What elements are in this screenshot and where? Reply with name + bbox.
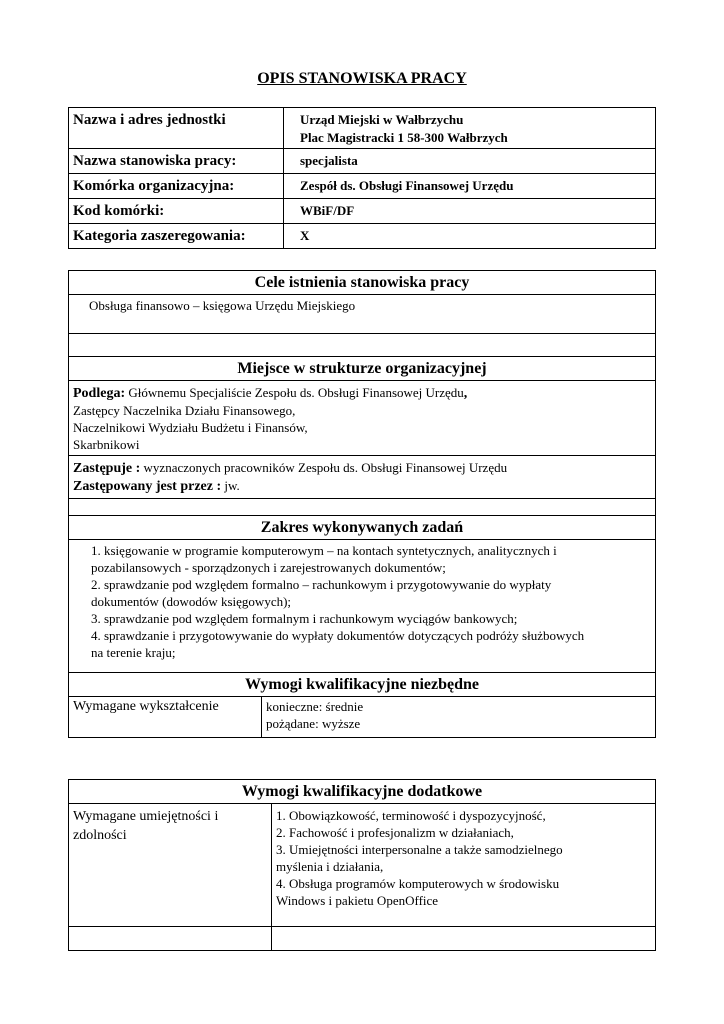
zakres-line: 1. księgowanie w programie komputerowym – na kontach syntetycznych, analitycznych i — [91, 543, 557, 558]
info-value: Zespół ds. Obsługi Finansowej Urzędu — [284, 174, 656, 199]
zakres-row — [69, 540, 656, 673]
info-label: Kod komórki: — [69, 199, 284, 224]
dodatkowe-label — [69, 804, 272, 927]
podlega-text: Głównemu Specjaliście Zespołu ds. Obsługi Finansowej Urzędu — [128, 385, 464, 400]
info-value: WBiF/DF — [284, 199, 656, 224]
niezbedne-header: Wymogi kwalifikacyjne niezbędne — [69, 673, 656, 697]
section-header-row — [69, 271, 656, 295]
zastepuje-line — [73, 459, 651, 477]
zastepstwo-cell — [69, 456, 656, 499]
dodatkowe-value — [272, 804, 656, 927]
blank-row — [69, 927, 656, 951]
dodatkowe-label-line: zdolności — [73, 828, 127, 843]
zakres-line: dokumentów (dowodów księgowych); — [91, 594, 292, 609]
info-row-unit-org — [69, 174, 656, 199]
podlega-line: Skarbnikowi — [73, 437, 140, 452]
dodatkowe-line: myślenia i działania, — [276, 859, 384, 874]
dodatkowe-line: 2. Fachowość i profesjonalizm w działaniach, — [276, 825, 514, 840]
podlega-cell — [69, 381, 656, 456]
zakres-line: 4. sprawdzanie i przygotowywanie do wypłaty dokumentów dotyczących podróży służbowych — [91, 628, 585, 643]
podlega-line: Zastępcy Naczelnika Działu Finansowego, — [73, 403, 296, 418]
dodatkowe-line: 4. Obsługa programów komputerowych w środowisku — [276, 876, 560, 891]
description-table — [68, 270, 656, 738]
info-label: Nazwa i adres jednostki — [69, 108, 284, 149]
info-value: X — [284, 224, 656, 249]
zakres-line: 2. sprawdzanie pod względem formalno – rachunkowym i przygotowywanie do wypłaty — [91, 577, 552, 592]
zakres-line: 3. sprawdzanie pod względem formalnym i rachunkowym wyciągów bankowych; — [91, 611, 518, 626]
zastepowany-text: jw. — [224, 478, 240, 493]
dodatkowe-label-line: Wymagane umiejętności i — [73, 809, 219, 824]
info-table — [68, 107, 656, 249]
niezbedne-inner — [69, 697, 655, 737]
zastepuje-label: Zastępuje : — [73, 461, 141, 476]
niezbedne-line: pożądane: wyższe — [266, 716, 361, 731]
info-row-unit — [69, 108, 656, 149]
zastepuje-text: wyznaczonych pracowników Zespołu ds. Obsługi Finansowej Urzędu — [143, 460, 508, 475]
podlega-line: Naczelnikowi Wydziału Budżetu i Finansów, — [73, 420, 308, 435]
niezbedne-label: Wymagane wykształcenie — [69, 697, 262, 737]
page-title: OPIS STANOWISKA PRACY — [257, 70, 467, 87]
podlega-label: Podlega: — [73, 386, 126, 401]
info-value: specjalista — [284, 149, 656, 174]
podlega-comma: , — [463, 386, 468, 401]
podlega-row — [69, 381, 656, 456]
zakres-header: Zakres wykonywanych zadań — [69, 516, 656, 540]
niezbedne-row — [69, 697, 656, 738]
info-row-position — [69, 149, 656, 174]
section-header-row — [69, 780, 656, 804]
cele-row — [69, 295, 656, 334]
info-value-line: Plac Magistracki 1 58-300 Wałbrzych — [300, 130, 508, 145]
info-value-line: Urząd Miejski w Wałbrzychu — [300, 112, 464, 127]
zastepowany-label: Zastępowany jest przez : — [73, 479, 222, 494]
zastepowany-line — [73, 477, 651, 495]
info-label: Komórka organizacyjna: — [69, 174, 284, 199]
niezbedne-line: konieczne: średnie — [266, 699, 364, 714]
section-header-row — [69, 673, 656, 697]
dodatkowe-line: 3. Umiejętności interpersonalne a także samodzielnego — [276, 842, 563, 857]
blank-row — [69, 334, 656, 357]
info-label: Nazwa stanowiska pracy: — [69, 149, 284, 174]
info-row-code — [69, 199, 656, 224]
dodatkowe-header: Wymogi kwalifikacyjne dodatkowe — [69, 780, 656, 804]
podlega-line — [73, 384, 651, 402]
info-label: Kategoria zaszeregowania: — [69, 224, 284, 249]
cele-text: Obsługa finansowo – księgowa Urzędu Miejskiego — [69, 295, 656, 334]
dodatkowe-row — [69, 804, 656, 927]
niezbedne-value — [262, 697, 656, 737]
info-row-category — [69, 224, 656, 249]
cele-header: Cele istnienia stanowiska pracy — [69, 271, 656, 295]
blank-row — [69, 499, 656, 516]
section-header-row — [69, 357, 656, 381]
dodatkowe-line: 1. Obowiązkowość, terminowość i dyspozycyjność, — [276, 808, 546, 823]
zakres-line: na terenie kraju; — [91, 645, 176, 660]
zakres-cell — [69, 540, 656, 673]
zastepstwo-row — [69, 456, 656, 499]
dodatkowe-line: Windows i pakietu OpenOffice — [276, 893, 439, 908]
zakres-line: pozabilansowych - sporządzonych i zarejestrowanych dokumentów; — [91, 560, 446, 575]
section-header-row — [69, 516, 656, 540]
info-value — [284, 108, 656, 149]
miejsce-header: Miejsce w strukturze organizacyjnej — [69, 357, 656, 381]
additional-table — [68, 779, 656, 951]
